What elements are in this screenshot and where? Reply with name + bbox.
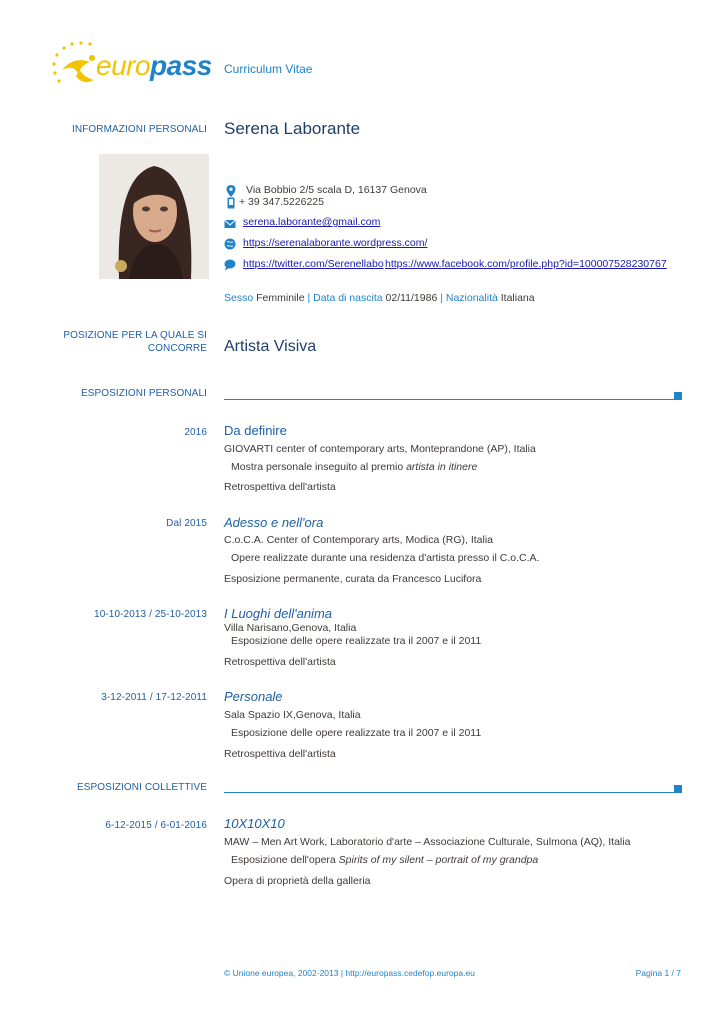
footer-page-number: Pagina 1 / 7 bbox=[635, 968, 681, 978]
exhibition-description bbox=[231, 460, 477, 474]
section-rule bbox=[224, 399, 674, 400]
position-label-line1: POSIZIONE PER LA QUALE SI bbox=[63, 330, 207, 341]
section-rule-box bbox=[674, 392, 682, 400]
position-label-line2: CONCORRE bbox=[147, 343, 207, 354]
separator: | bbox=[440, 292, 443, 304]
web-icon bbox=[224, 238, 236, 250]
chat-icon bbox=[224, 259, 236, 271]
nationality-value: Italiana bbox=[500, 292, 535, 304]
email-link[interactable]: serena.laborante@gmail.com bbox=[243, 216, 381, 228]
desc-text: Opere realizzate durante una residenza d'artista presso il C.o.C.A. bbox=[231, 552, 540, 564]
exhibition-place: MAW – Men Art Work, Laboratorio d'arte – Associazione Culturale, Sulmona (AQ), Italia bbox=[224, 836, 631, 848]
exhibition-description bbox=[231, 726, 481, 740]
desc-text: Mostra personale inseguito al premio bbox=[231, 461, 407, 473]
exhibition-description bbox=[231, 551, 539, 565]
phone: + 39 347.5226225 bbox=[239, 196, 324, 208]
desc-text: Esposizione delle opere realizzate tra il 2007 e il 2011 bbox=[231, 635, 482, 647]
profile-photo bbox=[99, 154, 209, 279]
exhibition-note: Retrospettiva dell'artista bbox=[224, 748, 336, 760]
section-rule-box bbox=[674, 785, 682, 793]
nationality-label: Nazionalità bbox=[445, 292, 498, 304]
desc-text: Esposizione delle opere realizzate tra il 2007 e il 2011 bbox=[231, 727, 482, 739]
group-exhibitions-label: ESPOSIZIONI COLLETTIVE bbox=[76, 782, 207, 793]
exhibition-description bbox=[231, 634, 481, 648]
logo-pass: pass bbox=[150, 50, 212, 81]
exhibition-note: Opera di proprietà della galleria bbox=[224, 875, 371, 887]
location-icon bbox=[225, 185, 237, 197]
exhibition-date: Dal 2015 bbox=[166, 518, 207, 529]
section-rule bbox=[224, 792, 674, 793]
exhibition-place: GIOVARTI center of contemporary arts, Monteprandone (AP), Italia bbox=[224, 443, 536, 455]
exhibition-title: 10X10X10 bbox=[224, 816, 285, 831]
exhibition-description bbox=[231, 853, 538, 867]
desc-italic: artista in itinere bbox=[406, 461, 478, 473]
website-link[interactable]: https://serenalaborante.wordpress.com/ bbox=[243, 237, 428, 249]
exhibition-note: Retrospettiva dell'artista bbox=[224, 656, 336, 668]
position-value: Artista Visiva bbox=[224, 338, 317, 355]
sex-value: Femminile bbox=[256, 292, 305, 304]
address: Via Bobbio 2/5 scala D, 16137 Genova bbox=[246, 184, 427, 196]
personal-section-label: INFORMAZIONI PERSONALI bbox=[72, 124, 207, 135]
sex-label: Sesso bbox=[224, 292, 254, 304]
exhibition-title: I Luoghi dell'anima bbox=[224, 606, 332, 621]
exhibition-date: 6-12-2015 / 6-01-2016 bbox=[105, 820, 207, 831]
position-label bbox=[63, 329, 207, 355]
separator: | bbox=[307, 292, 311, 304]
phone-icon bbox=[225, 197, 237, 209]
exhibition-note: Esposizione permanente, curata da Francesco Lucifora bbox=[224, 573, 482, 585]
twitter-link[interactable]: https://twitter.com/Serenellabo bbox=[243, 258, 384, 270]
exhibition-title: Personale bbox=[224, 689, 283, 704]
exhibition-date: 10-10-2013 / 25-10-2013 bbox=[94, 609, 207, 620]
doc-type: Curriculum Vitae bbox=[224, 62, 313, 76]
exhibition-place: C.o.C.A. Center of Contemporary arts, Modica (RG), Italia bbox=[224, 534, 494, 546]
personal-details-line bbox=[224, 291, 535, 305]
desc-italic: Spirits of my silent – portrait of my grandpa bbox=[338, 854, 539, 866]
footer-copyright: © Unione europea, 2002-2013 | http://europass.cedefop.europa.eu bbox=[224, 968, 475, 978]
exhibition-place: Villa Narisano,Genova, Italia bbox=[224, 622, 357, 634]
dob-label: Data di nascita bbox=[313, 292, 383, 304]
facebook-link[interactable]: https://www.facebook.com/profile.php?id=100007528230767 bbox=[385, 258, 667, 270]
full-name: Serena Laborante bbox=[224, 119, 361, 138]
logo-euro: euro bbox=[96, 50, 151, 81]
desc-text: Esposizione dell'opera bbox=[231, 854, 339, 866]
personal-exhibitions-label: ESPOSIZIONI PERSONALI bbox=[80, 388, 207, 399]
dob-value: 02/11/1986 bbox=[385, 292, 438, 304]
exhibition-title: Da definire bbox=[224, 423, 287, 438]
exhibition-date: 3-12-2011 / 17-12-2011 bbox=[101, 692, 207, 703]
exhibition-place: Sala Spazio IX,Genova, Italia bbox=[224, 709, 361, 721]
europass-logo bbox=[50, 40, 210, 92]
exhibition-date: 2016 bbox=[184, 427, 207, 438]
exhibition-title: Adesso e nell'ora bbox=[224, 515, 324, 530]
exhibition-note: Retrospettiva dell'artista bbox=[224, 481, 336, 493]
email-icon bbox=[224, 218, 236, 230]
